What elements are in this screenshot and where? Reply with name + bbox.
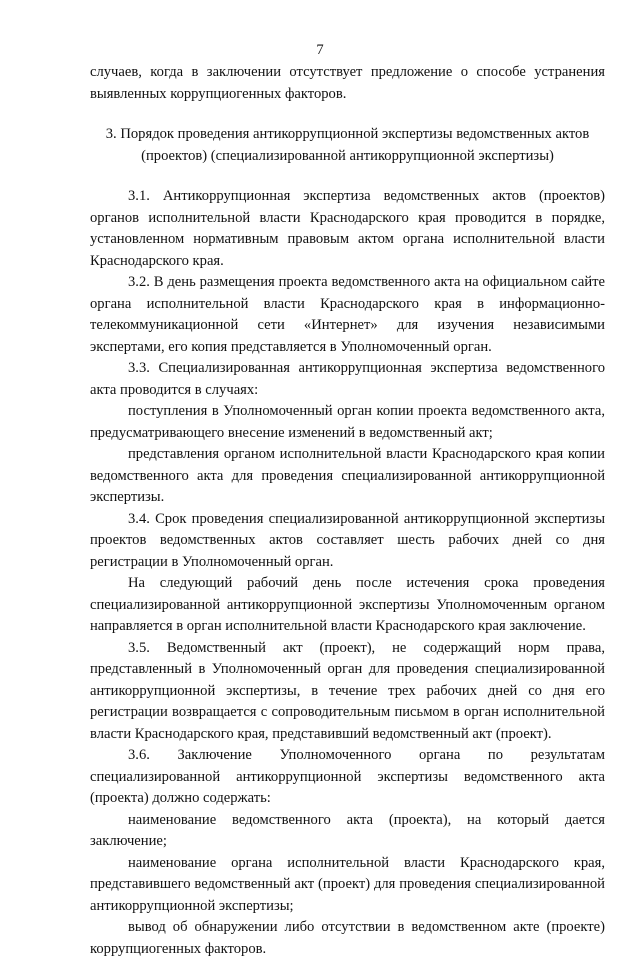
page-number: 7 — [316, 42, 324, 58]
paragraph-case-2: представления органом исполнительной власти Краснодарского края копии ведомственного акта для проведения специализированной антикоррупционной экспертизы. — [90, 446, 605, 505]
paragraph-content-2: наименование органа исполнительной власти Краснодарского края, представившего ведомственный акт (проект) для проведения специализированной антикоррупционной экспертизы; — [90, 854, 605, 914]
paragraph-content-1: наименование ведомственного акта (проекта), на который дается заключение; — [90, 811, 605, 849]
paragraph-3-5: 3.5. Ведомственный акт (проект), не содержащий норм права, представленный в Уполномоченный орган для проведения специализированной антикоррупционной экспертизы, в течение трех рабочих дней со дня его регистрации возвращается с сопроводительным письмом в орган исполнительной власти Краснодарского края, представивший ведомственный акт (проект). — [90, 639, 605, 742]
paragraph-3-2: 3.2. В день размещения проекта ведомственного акта на официальном сайте органа исполнительной власти Краснодарского края в информационно-телекоммуникационной сети «Интернет» для изучения независимыми экспертами, его копия представляется в Уполномоченный орган. — [90, 274, 605, 355]
paragraph-content-3: вывод об обнаружении либо отсутствии в ведомственном акте (проекте) коррупциогенных факторов. — [90, 919, 605, 957]
paragraph-3-4: 3.4. Срок проведения специализированной антикоррупционной экспертизы проектов ведомственных актов составляет шесть рабочих дней со дня регистрации в Уполномоченный орган. — [90, 510, 605, 570]
paragraph-3-4-next-day: На следующий рабочий день после истечения срока проведения специализированной антикоррупционной экспертизы Уполномоченным органом направляется в орган исполнительной власти Краснодарского края заключение. — [90, 575, 605, 634]
paragraph-3-6: 3.6. Заключение Уполномоченного органа по результатам специализированной антикоррупционной экспертизы ведомственного акта (проекта) должно содержать: — [90, 747, 605, 806]
paragraph-continuation: случаев, когда в заключении отсутствует предложение о способе устранения выявленных коррупциогенных факторов. — [90, 64, 605, 102]
paragraph-3-3: 3.3. Специализированная антикоррупционная экспертиза ведомственного акта проводится в случаях: — [90, 360, 605, 398]
section-heading: 3. Порядок проведения антикоррупционной экспертизы ведомственных актов (проектов) (специализированной антикоррупционной экспертизы) — [105, 126, 590, 164]
paragraph-3-1: 3.1. Антикоррупционная экспертиза ведомственных актов (проектов) органов исполнительной власти Краснодарского края проводится в порядке, установленном нормативным правовым актом органа исполнительной власти Краснодарского края. — [90, 188, 605, 269]
paragraph-case-1: поступления в Уполномоченный орган копии проекта ведомственного акта, предусматривающего внесение изменений в ведомственный акт; — [90, 403, 605, 441]
document-body — [90, 62, 605, 960]
